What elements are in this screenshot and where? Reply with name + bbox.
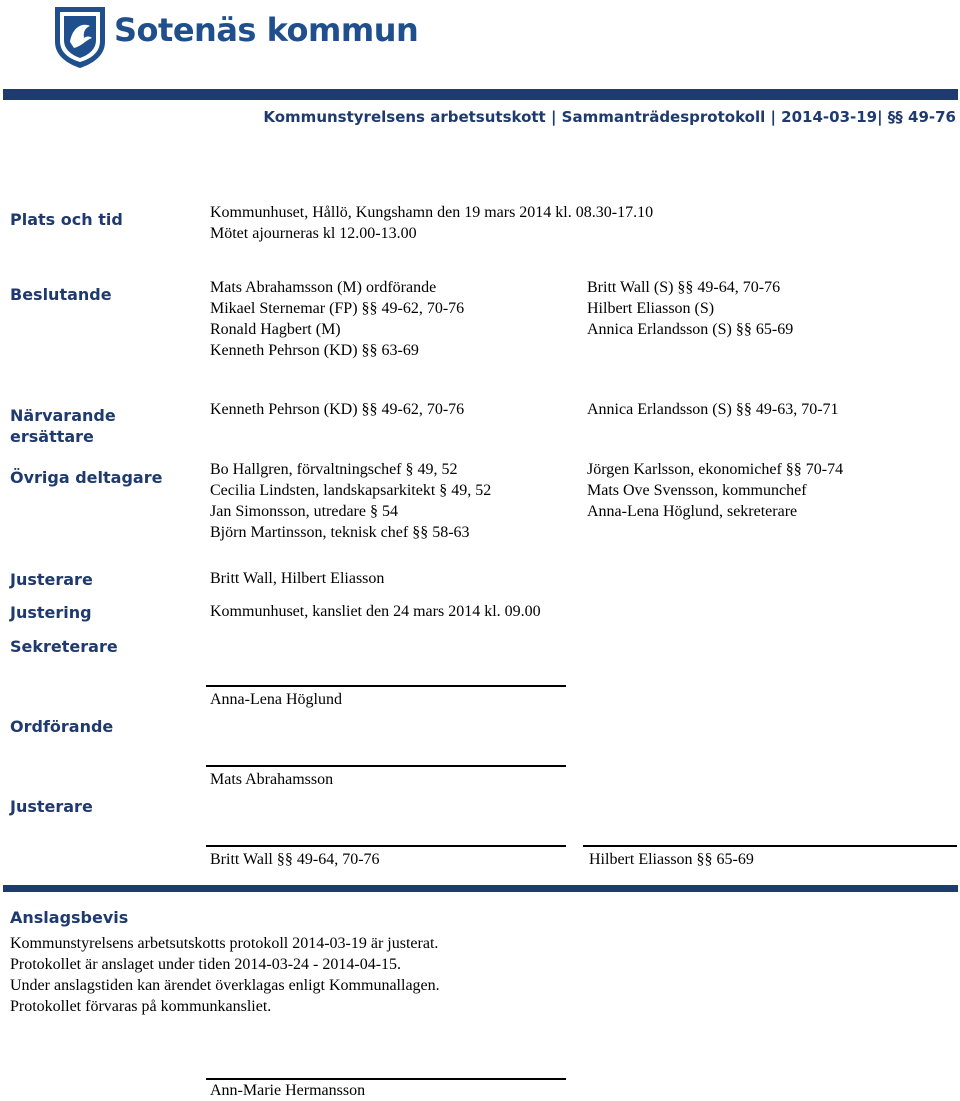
beslutande-right: [587, 277, 793, 340]
participant: Björn Martinsson, teknisk chef §§ 58-63: [210, 524, 470, 541]
justerare-name-1: Britt Wall §§ 49-64, 70-76: [210, 851, 380, 868]
anslagsbevis-line: Protokollet är anslaget under tiden 2014-03-24 - 2014-04-15.: [10, 956, 402, 973]
justering-value: Kommunhuset, kansliet den 24 mars 2014 kl. 09.00: [210, 603, 541, 620]
anslagsbevis-line: Under anslagstiden kan ärendet överklagas enligt Kommunallagen.: [10, 977, 440, 994]
justerare-name-2: Hilbert Eliasson §§ 65-69: [589, 851, 754, 868]
beslutande-member: Mikael Sternemar (FP) §§ 49-62, 70-76: [210, 300, 465, 317]
plats-line: Kommunhuset, Hållö, Kungshamn den 19 mars 2014 kl. 08.30-17.10: [210, 204, 654, 221]
beslutande-member: Ronald Hagbert (M): [210, 321, 341, 338]
justerare-value: Britt Wall, Hilbert Eliasson: [210, 570, 385, 587]
plats-line: Mötet ajourneras kl 12.00-13.00: [210, 225, 417, 242]
justering-label: Justering: [10, 603, 92, 622]
header-rule: [3, 89, 958, 100]
participant: Cecilia Lindsten, landskapsarkitekt § 49, 52: [210, 482, 492, 499]
participant: Jörgen Karlsson, ekonomichef §§ 70-74: [587, 461, 844, 478]
justerare-signature-line-1: [206, 845, 566, 847]
logo-text: Sotenäs kommun: [114, 11, 419, 49]
narvarande-right: Annica Erlandsson (S) §§ 49-63, 70-71: [587, 401, 839, 418]
anslagsbevis-line: Kommunstyrelsens arbetsutskotts protokoll 2014-03-19 är justerat.: [10, 935, 439, 952]
ordforande-name: Mats Abrahamsson: [210, 771, 334, 788]
narvarande-left: Kenneth Pehrson (KD) §§ 49-62, 70-76: [210, 401, 465, 418]
participant: Mats Ove Svensson, kommunchef: [587, 482, 807, 499]
narvarande-label: [10, 405, 116, 447]
anslagsbevis-rule: [3, 885, 958, 892]
anslagsbevis-line: Protokollet förvaras på kommunkansliet.: [10, 998, 272, 1015]
justerare-label: Justerare: [10, 570, 93, 589]
sekreterare-signature-line: [206, 685, 566, 687]
narvarande-label-line: ersättare: [10, 427, 94, 446]
coat-of-arms-icon: [52, 4, 108, 70]
beslutande-member: Annica Erlandsson (S) §§ 65-69: [587, 321, 794, 338]
beslutande-left: [210, 277, 464, 361]
sekreterare-name: Anna-Lena Höglund: [210, 691, 342, 708]
participant: Anna-Lena Höglund, sekreterare: [587, 503, 798, 520]
ordforande-signature-line: [206, 765, 566, 767]
justerare-signature-line-2: [583, 845, 957, 847]
document-header-title: Kommunstyrelsens arbetsutskott | Sammanträdesprotokoll | 2014-03-19| §§ 49-76: [263, 108, 956, 126]
beslutande-label: Beslutande: [10, 285, 112, 304]
participant: Jan Simonsson, utredare § 54: [210, 503, 398, 520]
ordforande-label: Ordförande: [10, 717, 114, 736]
participant: Bo Hallgren, förvaltningschef § 49, 52: [210, 461, 458, 478]
ovriga-label: Övriga deltagare: [10, 468, 163, 487]
plats-block: [210, 202, 653, 244]
anslagsbevis-signer: Ann-Marie Hermansson: [210, 1082, 366, 1099]
narvarande-label-line: Närvarande: [10, 406, 116, 425]
anslagsbevis-text: [10, 933, 440, 1017]
beslutande-member: Kenneth Pehrson (KD) §§ 63-69: [210, 342, 419, 359]
beslutande-member: Mats Abrahamsson (M) ordförande: [210, 279, 437, 296]
anslagsbevis-label: Anslagsbevis: [10, 908, 129, 927]
plats-label: Plats och tid: [10, 210, 123, 229]
beslutande-member: Hilbert Eliasson (S): [587, 300, 715, 317]
beslutande-member: Britt Wall (S) §§ 49-64, 70-76: [587, 279, 781, 296]
ovriga-left: [210, 459, 491, 543]
ovriga-right: [587, 459, 843, 522]
sekreterare-label: Sekreterare: [10, 637, 118, 656]
logo: [52, 4, 472, 70]
justerare-signature-label: Justerare: [10, 797, 93, 816]
